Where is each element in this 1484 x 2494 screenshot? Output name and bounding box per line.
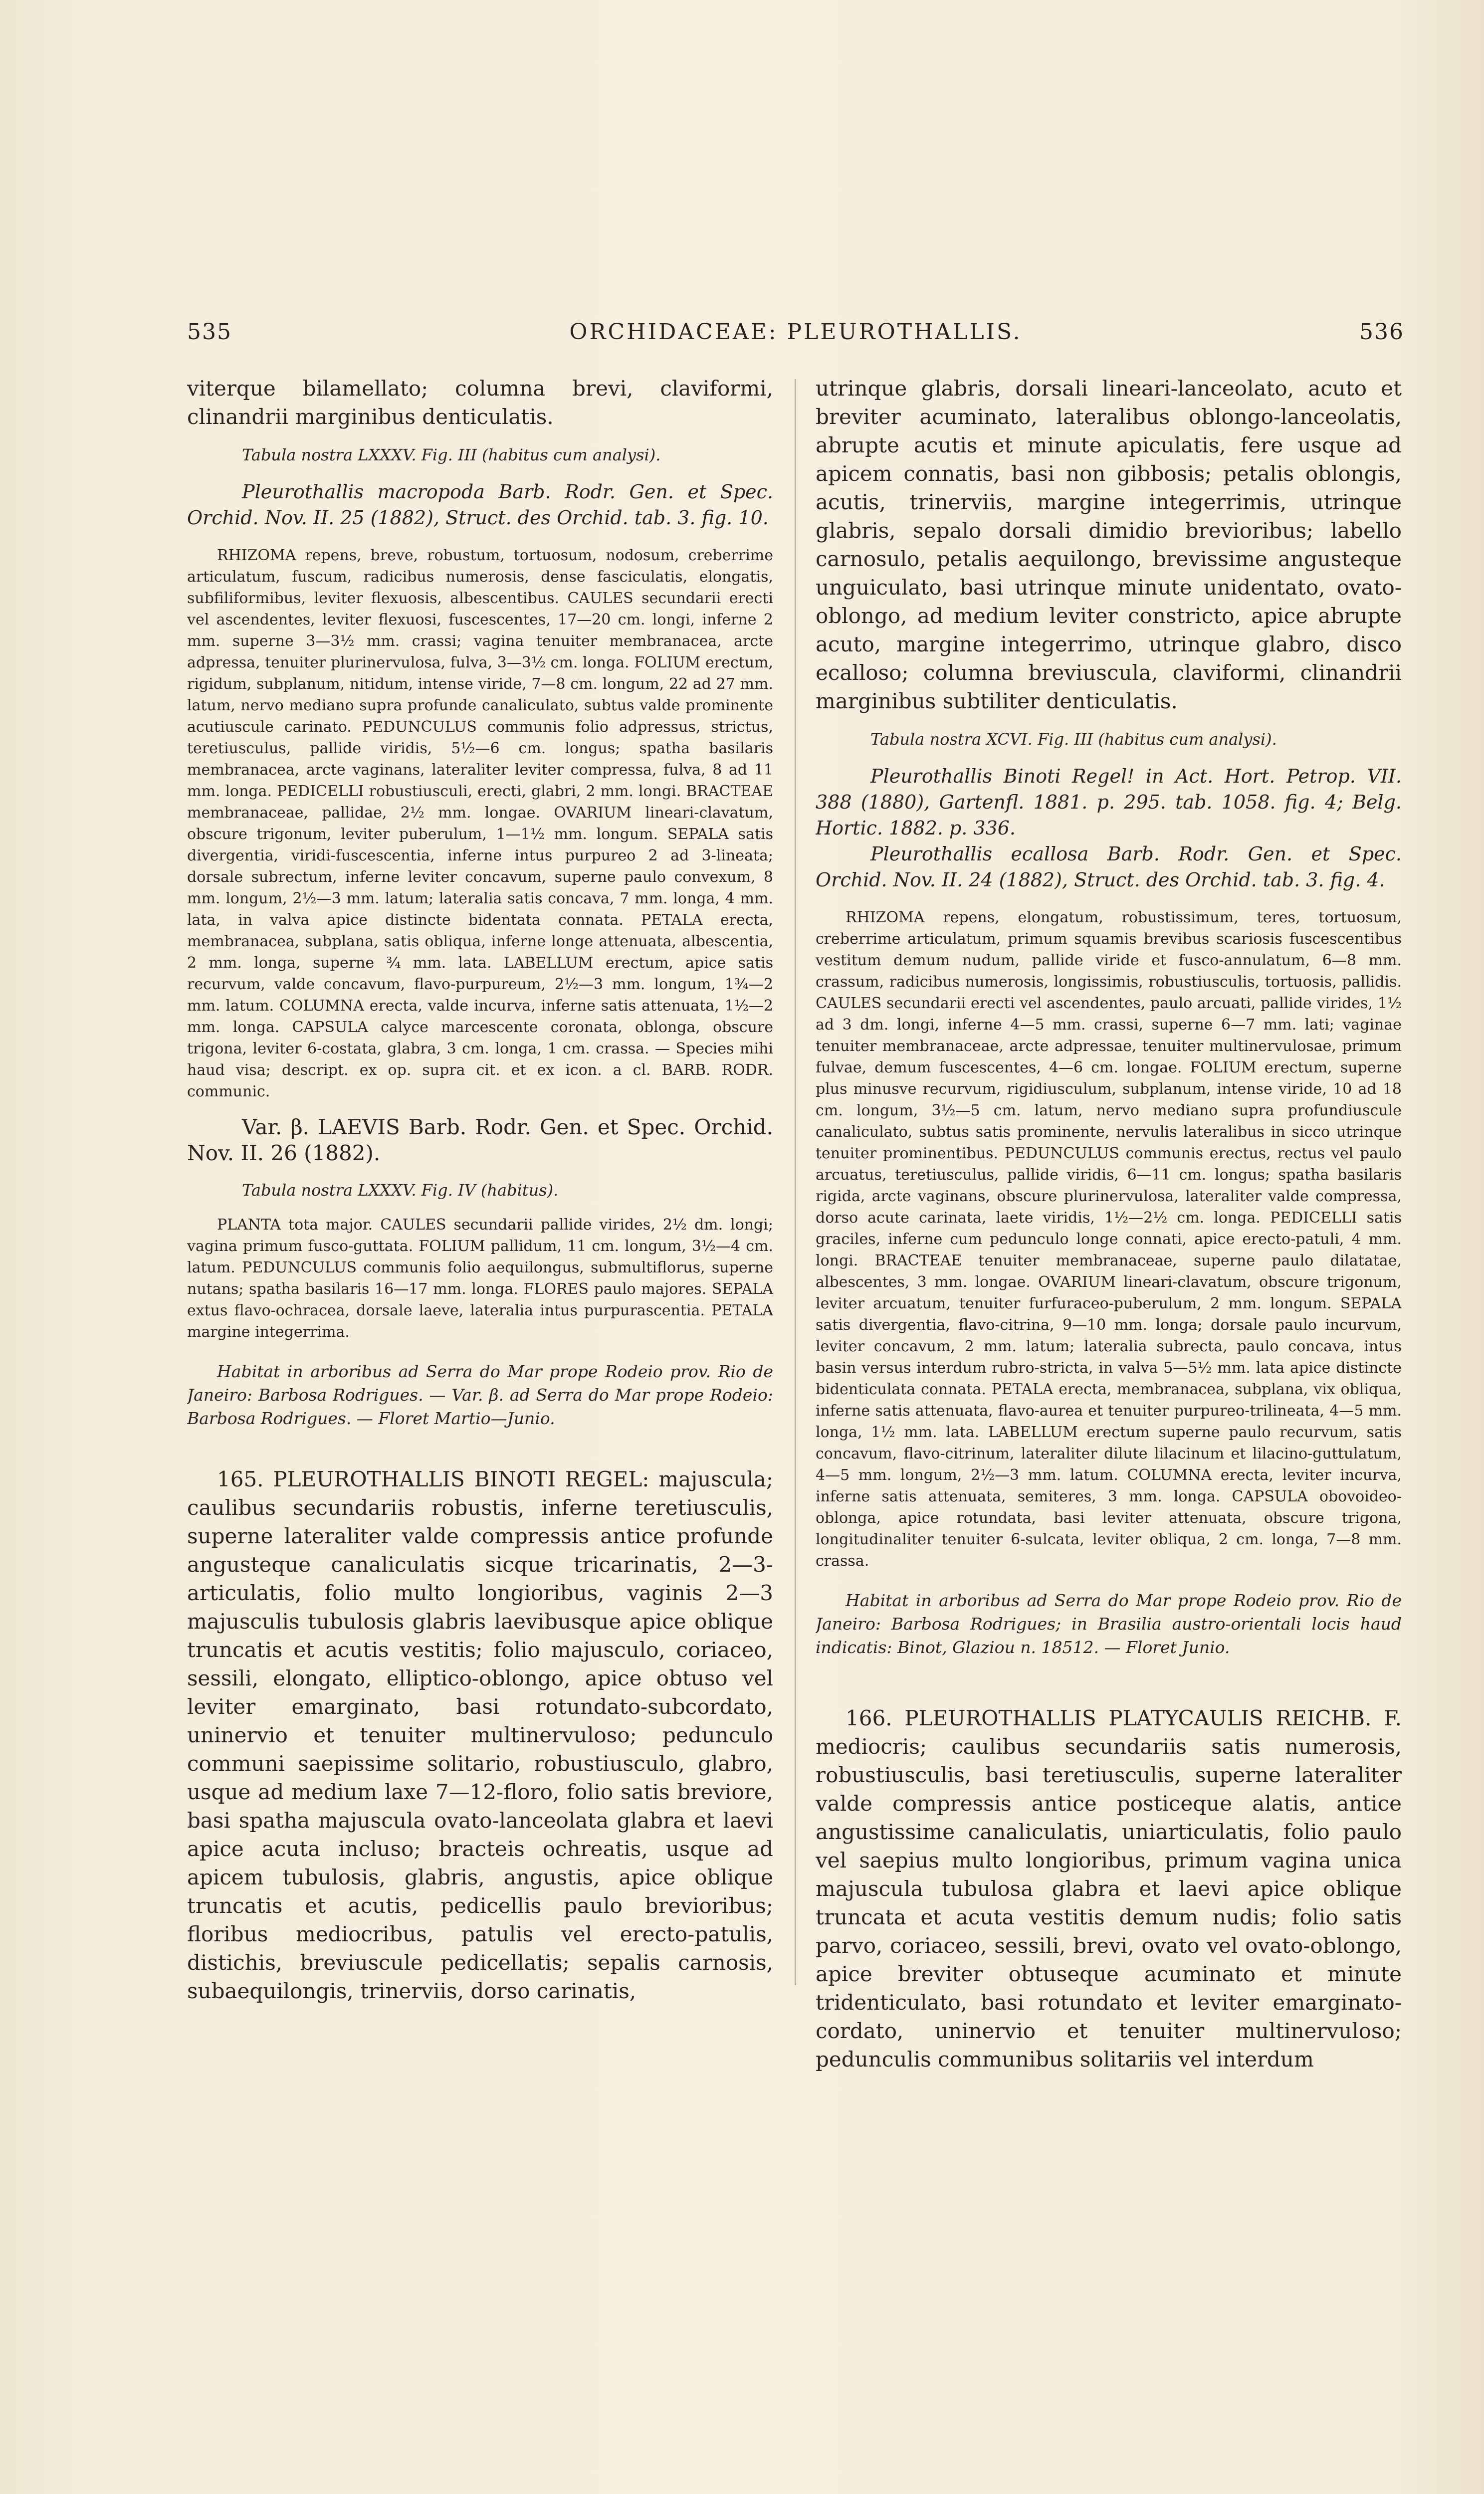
running-header (187, 319, 1404, 354)
left-continuation-text: viterque bilamellato; columna brevi, claviformi, clinandrii marginibus denticulatis. (187, 376, 773, 429)
right-description: RHIZOMA repens, elongatum, robustissimum, teres, tortuosum, creberrime articulatum, primum squamis brevibus scariosis fuscescentibus vestitum demum nudum, pallide viride et fusco-annulatum, 6—8 mm. crassum, radicibus numerosis, longissimis, robustiusculis, tortuosis, pallidis. CAULES secundarii erecti vel ascendentes, paulo arcuati, pallide virides, 1½ ad 3 dm. longi, inferne 4—5 mm. crassi, superne 6—7 mm. lati; vaginae tenuiter membranaceae, arcte adpressae, tenuiter multinervulosae, primum fulvae, demum fuscescentes, 4—6 cm. longae. FOLIUM erectum, superne plus minusve recurvum, rigidiusculum, subplanum, intense viride, 10 ad 18 cm. longum, 3½—5 cm. latum, nervo mediano supra profundiuscule canaliculato, subtus satis prominente, nervulis lateralibus in sicco utrinque tenuiter prominentibus. PEDUNCULUS communis erectus, rectus vel paulo arcuatus, teretiusculus, pallide viridis, 6—11 cm. longus; spatha basilaris rigida, arcte vaginans, obscure plurinervulosa, lateraliter valde compressa, dorso acute carinata, laete viridis, 1½—2½ cm. longa. PEDICELLI satis graciles, inferne cum pedunculo longe connati, apice erecto-patuli, 4 mm. longi. BRACTEAE tenuiter membranaceae, superne paulo dilatatae, albescentes, 3 mm. longae. OVARIUM lineari-clavatum, obscure trigonum, leviter arcuatum, tenuiter furfuraceo-puberulum, 2 mm. longum. SEPALA satis divergentia, flavo-citrina, 9—10 mm. longa; dorsale paulo incurvum, leviter concavum, 2 mm. latum; lateralia subrecta, paulo concava, intus basin versus interdum rubro-stricta, in valva 5—5½ mm. lata apice distincte bidenticulata connata. PETALA erecta, membranacea, subplana, vix obliqua, inferne satis attenuata, flavo-aurea et tenuiter purpureo-trilineata, 4—5 mm. longa, 1½ mm. lata. LABELLUM erectum superne paulo recurvum, satis concavum, flavo-citrinum, lateraliter dilute lilacinum et lilacino-guttulatum, 4—5 mm. longum, 2½—3 mm. latum. COLUMNA erecta, leviter incurva, inferne satis attenuata, semiteres, 3 mm. longa. CAPSULA obovoideo-oblonga, apice rotundata, basi leviter attenuata, obscure trigona, longitudinaliter tenuiter 6-sulcata, leviter obliqua, 2 cm. longa, 7—8 mm. crassa. (816, 909, 1402, 1570)
species-166-diagnosis: 166. PLEUROTHALLIS PLATYCAULIS REICHB. F. mediocris; caulibus secundariis satis numerosis, robustiusculis, basi teretiusculis, superne lateraliter valde compressis antice posticeque alatis, antice angustissime canaliculatis, uniarticulatis, folio paulo vel saepius multo longioribus, primum vagina unica majuscula tubulosa glabra et laevi apice oblique truncata et acuta vestitis demum nudis; folio satis parvo, coriaceo, sessili, brevi, ovato vel ovato-oblongo, apice breviter obtuseque acuminato et minute tridenticulato, basi rotundato et leviter emarginato-cordato, uninervio et tenuiter multinervuloso; pedunculis communibus solitariis vel interdum (816, 1706, 1402, 2072)
variety-heading: Var. β. LAEVIS Barb. Rodr. Gen. et Spec. Orchid. Nov. II. 26 (1882). (187, 1115, 773, 1165)
left-plate-reference-1: Tabula nostra LXXXV. Fig. III (habitus cum analysi). (242, 445, 661, 464)
page-number-left: 535 (187, 319, 232, 345)
right-habitat: Habitat in arboribus ad Serra do Mar prope Rodeio prov. Rio de Janeiro: Barbosa Rodrigues; in Brasilia austro-orientali locis haud indicatis: Binot, Glaziou n. 18512. — Floret Junio. (816, 1591, 1402, 1657)
right-citation-2: Pleurothallis ecallosa Barb. Rodr. Gen. et Spec. Orchid. Nov. II. 24 (1882), Struct. des Orchid. tab. 3. fig. 4. (816, 843, 1402, 891)
right-plate-reference: Tabula nostra XCVI. Fig. III (habitus cum analysi). (870, 730, 1277, 749)
left-habitat: Habitat in arboribus ad Serra do Mar prope Rodeio prov. Rio de Janeiro: Barbosa Rodrigues. — Var. β. ad Serra do Mar prope Rodeio: Barbosa Rodrigues. — Floret Martio—Junio. (187, 1362, 773, 1428)
right-citation-1: Pleurothallis Binoti Regel! in Act. Hort. Petrop. VII. 388 (1880), Gartenfl. 1881. p. 295. tab. 1058. fig. 4; Belg. Hortic. 1882. p. 336. (816, 765, 1402, 839)
left-description-1: RHIZOMA repens, breve, robustum, tortuosum, nodosum, creberrime articulatum, fuscum, radicibus numerosis, dense fasciculatis, elongatis, subfiliformibus, leviter flexuosis, albescentibus. CAULES secundarii erecti vel ascendentes, leviter flexuosi, fuscescentes, 17—20 cm. longi, inferne 2 mm. superne 3—3½ mm. crassi; vagina tenuiter membranacea, arcte adpressa, tenuiter plurinervulosa, fulva, 3—3½ cm. longa. FOLIUM erectum, rigidum, subplanum, nitidum, intense viride, 7—8 cm. longum, 22 ad 27 mm. latum, nervo mediano supra profunde canaliculato, subtus valde prominente acutiuscule carinato. PEDUNCULUS communis folio adpressus, strictus, teretiusculus, pallide viridis, 5½—6 cm. longus; spatha basilaris membranacea, arcte vaginans, lateraliter leviter compressa, fulva, 8 ad 11 mm. longa. PEDICELLI robustiusculi, erecti, glabri, 2 mm. longi. BRACTEAE membranaceae, pallidae, 2½ mm. longae. OVARIUM lineari-clavatum, obscure trigonum, leviter puberulum, 1—1½ mm. longum. SEPALA satis divergentia, viridi-fuscescentia, inferne intus purpureo 2 ad 3-lineata; dorsale subrectum, inferne leviter concavum, superne paulo convexum, 8 mm. longum, 2½—3 mm. latum; lateralia satis concava, 7 mm. longa, 4 mm. lata, in valva apice distincte bidentata connata. PETALA erecta, membranacea, subplana, satis obliqua, inferne longe attenuata, albescentia, 2 mm. longa, superne ¾ mm. lata. LABELLUM erectum, apice satis recurvum, valde concavum, flavo-purpureum, 2½—3 mm. longum, 1¾—2 mm. latum. COLUMNA erecta, valde incurva, inferne satis attenuata, 1½—2 mm. longa. CAPSULA calyce marcescente coronata, oblonga, obscure trigona, leviter 6-costata, glabra, 3 cm. longa, 1 cm. crassa. — Species mihi haud visa; descript. ex op. supra cit. et ex icon. a cl. BARB. RODR. communic. (187, 547, 773, 1100)
species-165-diagnosis: 165. PLEUROTHALLIS BINOTI REGEL: majuscula; caulibus secundariis robustis, inferne teretiusculis, superne lateraliter valde compressis antice profunde angusteque canaliculatis sicque tricarinatis, 2—3-articulatis, folio multo longioribus, vaginis 2—3 majusculis tubulosis glabris laevibusque apice oblique truncatis et acutis vestitis; folio majusculo, coriaceo, sessili, elongato, elliptico-oblongo, apice obtuso vel leviter emarginato, basi rotundato-subcordato, uninervio et tenuiter multinervuloso; pedunculo communi saepissime solitario, robustiusculo, glabro, usque ad medium laxe 7—12-floro, folio satis breviore, basi spatha majuscula ovato-lanceolata glabra et laevi apice acuta incluso; bracteis ochreatis, usque ad apicem tubulosis, glabris, angustis, apice oblique truncatis et acutis, pedicellis paulo brevioribus; floribus mediocribus, patulis vel erecto-patulis, distichis, breviuscule pedicellatis; sepalis carnosis, subaequilongis, trinerviis, dorso carinatis, (187, 1467, 773, 2003)
left-plate-reference-2: Tabula nostra LXXXV. Fig. IV (habitus). (242, 1181, 559, 1200)
page-number-right: 536 (1359, 319, 1404, 345)
column-divider (795, 379, 796, 1985)
left-description-2: PLANTA tota major. CAULES secundarii pallide virides, 2½ dm. longi; vagina primum fusco-guttata. FOLIUM pallidum, 11 cm. longum, 3½—4 cm. latum. PEDUNCULUS communis folio aequilongus, submultiflorus, superne nutans; spatha basilaris 16—17 mm. longa. FLORES paulo majores. SEPALA extus flavo-ochracea, dorsale laeve, lateralia intus purpurascentia. PETALA margine integerrima. (187, 1216, 773, 1341)
left-synonym-citation: Pleurothallis macropoda Barb. Rodr. Gen. et Spec. Orchid. Nov. II. 25 (1882), Struct. des Orchid. tab. 3. fig. 10. (187, 481, 773, 529)
right-column (816, 374, 1402, 2449)
running-title: ORCHIDACEAE: PLEUROTHALLIS. (569, 319, 1022, 345)
left-column (187, 374, 773, 2449)
right-continuation-text: utrinque glabris, dorsali lineari-lanceolato, acuto et breviter acuminato, lateralibus oblongo-lanceolatis, abrupte acutis et minute apiculatis, fere usque ad apicem connatis, basi non gibbosis; petalis oblongis, acutis, trinerviis, margine integerrimis, utrinque glabris, sepalo dorsali dimidio brevioribus; labello carnosulo, petalis aequilongo, brevissime angusteque unguiculato, basi utrinque minute unidentato, ovato-oblongo, ad medium leviter constricto, apice abrupte acuto, margine integerrimo, utrinque glabro, disco ecalloso; columna breviuscula, claviformi, clinandrii marginibus subtiliter denticulatis. (816, 376, 1402, 713)
